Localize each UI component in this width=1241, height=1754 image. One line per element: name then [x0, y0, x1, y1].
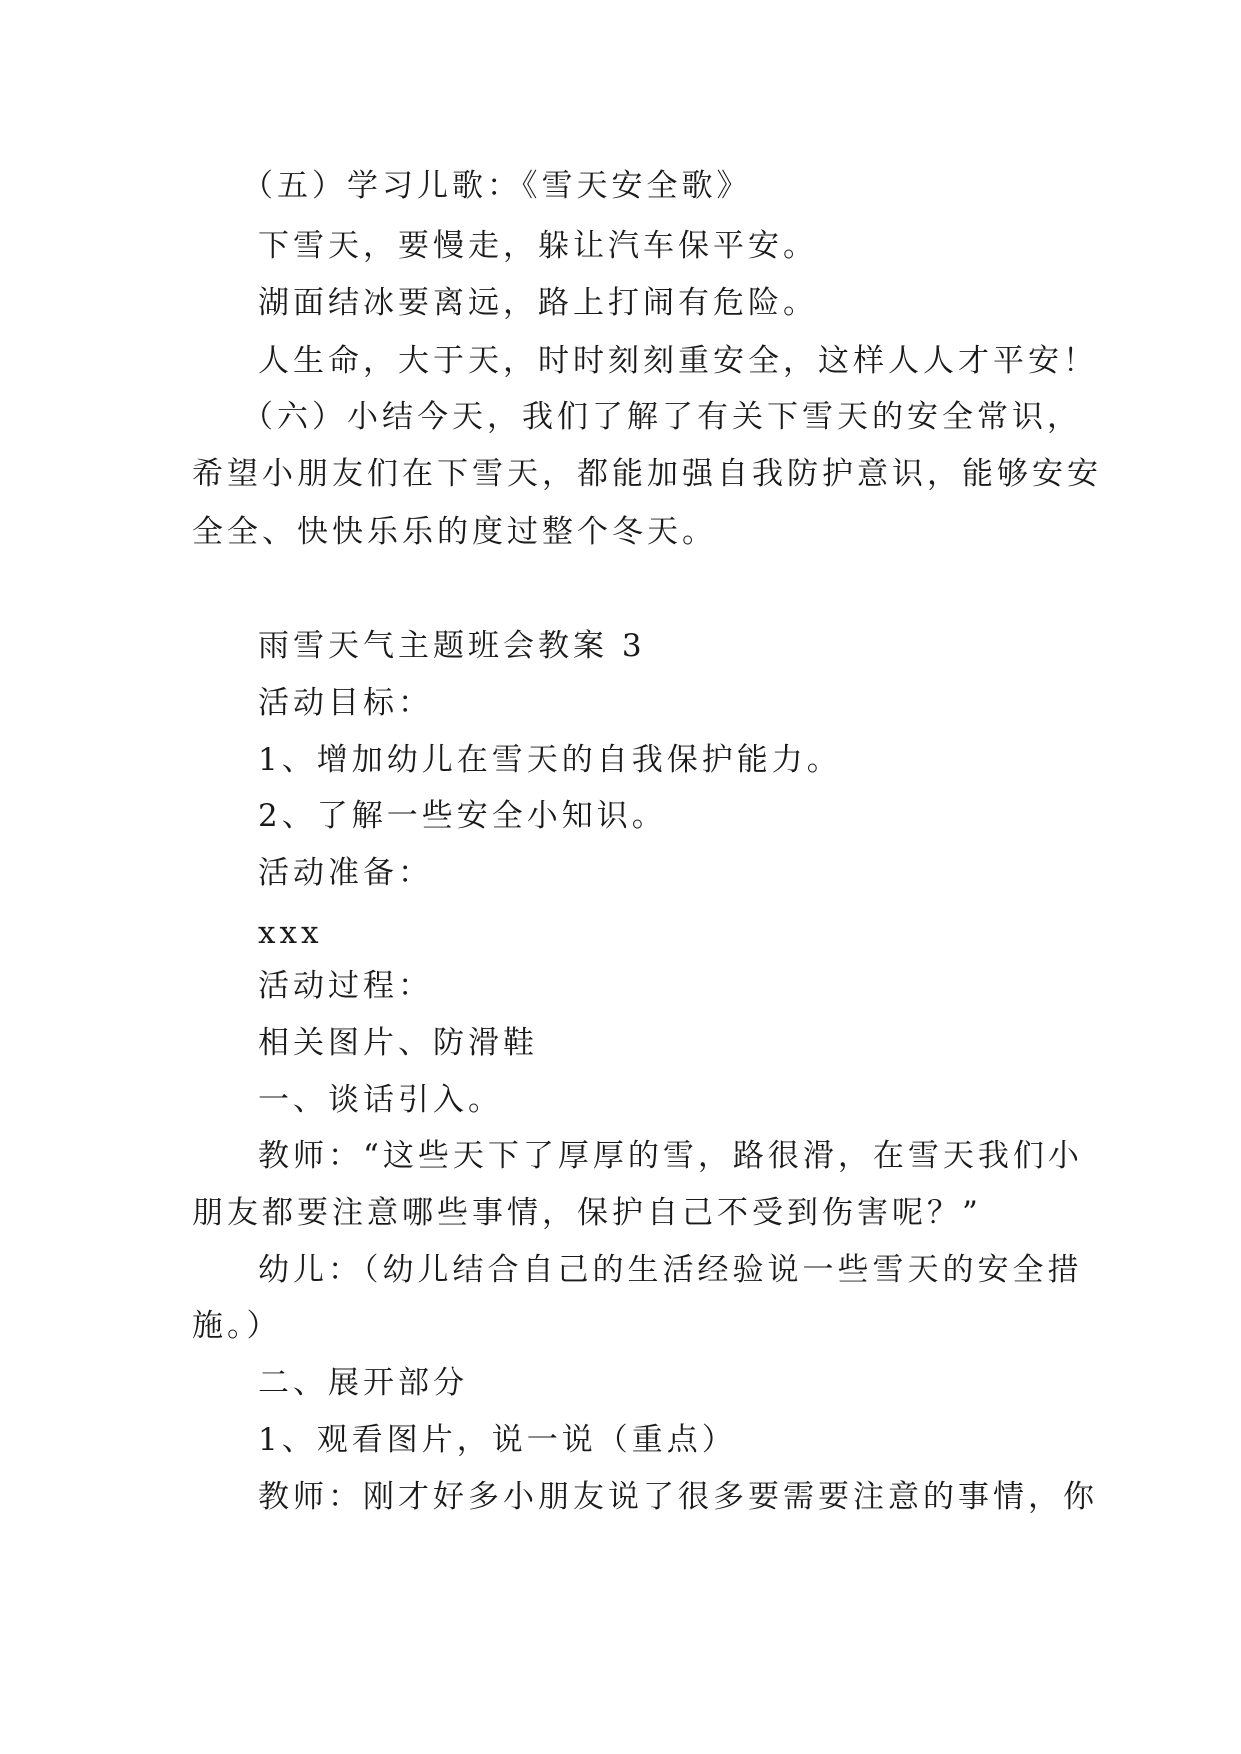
paragraph-line: 希望小朋友们在下雪天，都能加强自我防护意识，能够安安: [192, 456, 1102, 492]
section-heading-two: 二、展开部分: [258, 1365, 468, 1401]
section-heading-five: （五）学习儿歌：《雪天安全歌》: [242, 168, 752, 204]
heading-activity-process: 活动过程：: [258, 968, 433, 1004]
child-response-line: 施。）: [192, 1308, 282, 1344]
teacher-dialogue-line: 教师：刚才好多小朋友说了很多要需要注意的事情，你: [258, 1479, 1098, 1515]
materials-text: 相关图片、防滑鞋: [258, 1025, 538, 1061]
song-line-1: 下雪天，要慢走，躲让汽车保平安。: [258, 228, 818, 264]
subsection-heading: 1、观看图片，说一说（重点）: [258, 1422, 737, 1458]
heading-activity-preparation: 活动准备：: [258, 855, 433, 891]
section-heading-one: 一、谈话引入。: [258, 1082, 503, 1118]
goal-item-2: 2、了解一些安全小知识。: [258, 798, 667, 834]
child-response-line: 幼儿：（幼儿结合自己的生活经验说一些雪天的安全措: [258, 1252, 1083, 1288]
section-heading-six: （六）小结今天，我们了解了有关下雪天的安全常识，: [242, 399, 1082, 435]
goal-item-1: 1、增加幼儿在雪天的自我保护能力。: [258, 742, 842, 778]
song-line-3: 人生命，大于天，时时刻刻重安全，这样人人才平安！: [258, 343, 1098, 379]
paragraph-line: 全全、快快乐乐的度过整个冬天。: [192, 514, 717, 550]
preparation-text: xxx: [258, 915, 323, 951]
heading-activity-goals: 活动目标：: [258, 685, 433, 721]
song-line-2: 湖面结冰要离远，路上打闹有危险。: [258, 285, 818, 321]
teacher-dialogue-line: 朋友都要注意哪些事情，保护自己不受到伤害呢？”: [192, 1195, 982, 1231]
teacher-dialogue-line: 教师：“这些天下了厚厚的雪，路很滑，在雪天我们小: [258, 1138, 1083, 1174]
lesson-title: 雨雪天气主题班会教案 3: [258, 628, 646, 664]
